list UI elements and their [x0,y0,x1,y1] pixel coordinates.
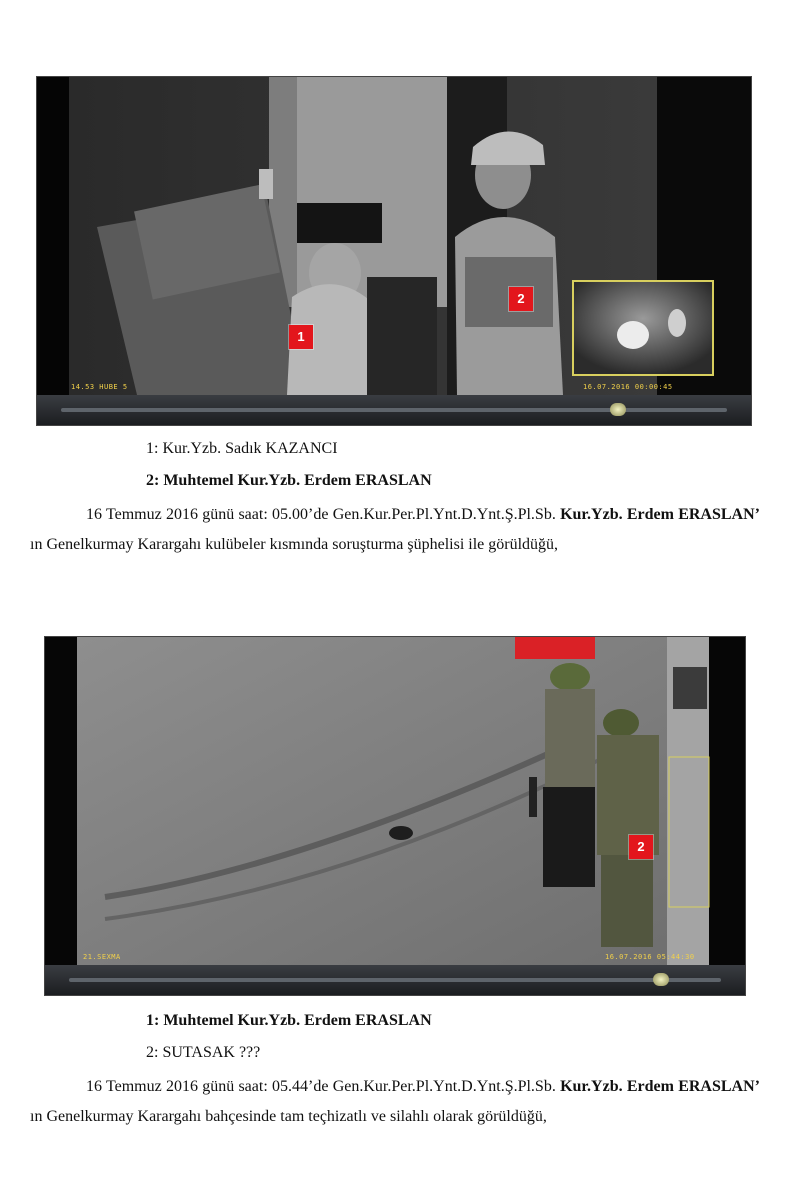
cctv-scene-1 [37,77,751,395]
paragraph-1 [30,500,760,560]
seek-track-1[interactable] [61,408,727,412]
paragraph-2-bold-name: Kur.Yzb. Erdem ERASLAN’ [560,1078,760,1095]
cctv-still-1 [36,76,752,426]
osd-camera-label-1: 14.53 HUBE 5 [71,383,128,391]
playback-bar-2[interactable] [45,965,745,995]
paragraph-1-text-b: ın Genelkurmay Karargahı kulübeler kısmında soruşturma şüphelisi ile görüldüğü, [30,536,559,553]
osd-camera-label-2: 21.SEXMA [83,953,121,961]
cctv-video-2 [45,637,745,965]
paragraph-2 [30,1072,760,1132]
paragraph-1-text-a: 16 Temmuz 2016 günü saat: 05.00’de Gen.Kur.Per.Pl.Ynt.D.Ynt.Ş.Pl.Sb. [86,506,561,523]
cctv-scene-2 [45,637,745,965]
caption-1-1: 1: Kur.Yzb. Sadık KAZANCI [146,440,338,457]
paragraph-1-bold-name: Kur.Yzb. Erdem ERASLAN’ [560,506,760,523]
play-knob-icon[interactable] [653,973,669,986]
caption-1-2: 2: Muhtemel Kur.Yzb. Erdem ERASLAN [146,472,432,489]
seek-track-2[interactable] [69,978,721,982]
osd-timestamp-1: 16.07.2016 00:00:45 [583,383,673,391]
cctv-still-2 [44,636,746,996]
caption-2-1: 1: Muhtemel Kur.Yzb. Erdem ERASLAN [146,1012,432,1029]
caption-2-2: 2: SUTASAK ??? [146,1044,261,1061]
marker-2-figure2: 2 [629,835,653,859]
paragraph-2-text-a: 16 Temmuz 2016 günü saat: 05.44’de Gen.Kur.Per.Pl.Ynt.D.Ynt.Ş.Pl.Sb. [86,1078,561,1095]
osd-timestamp-2: 16.07.2016 05:44:30 [605,953,695,961]
cctv-video-1 [37,77,751,395]
marker-1-figure1: 1 [289,325,313,349]
paragraph-2-text-b: ın Genelkurmay Karargahı bahçesinde tam teçhizatlı ve silahlı olarak görüldüğü, [30,1108,547,1125]
marker-2-figure1: 2 [509,287,533,311]
play-knob-icon[interactable] [610,403,626,416]
playback-bar-1[interactable] [37,395,751,425]
